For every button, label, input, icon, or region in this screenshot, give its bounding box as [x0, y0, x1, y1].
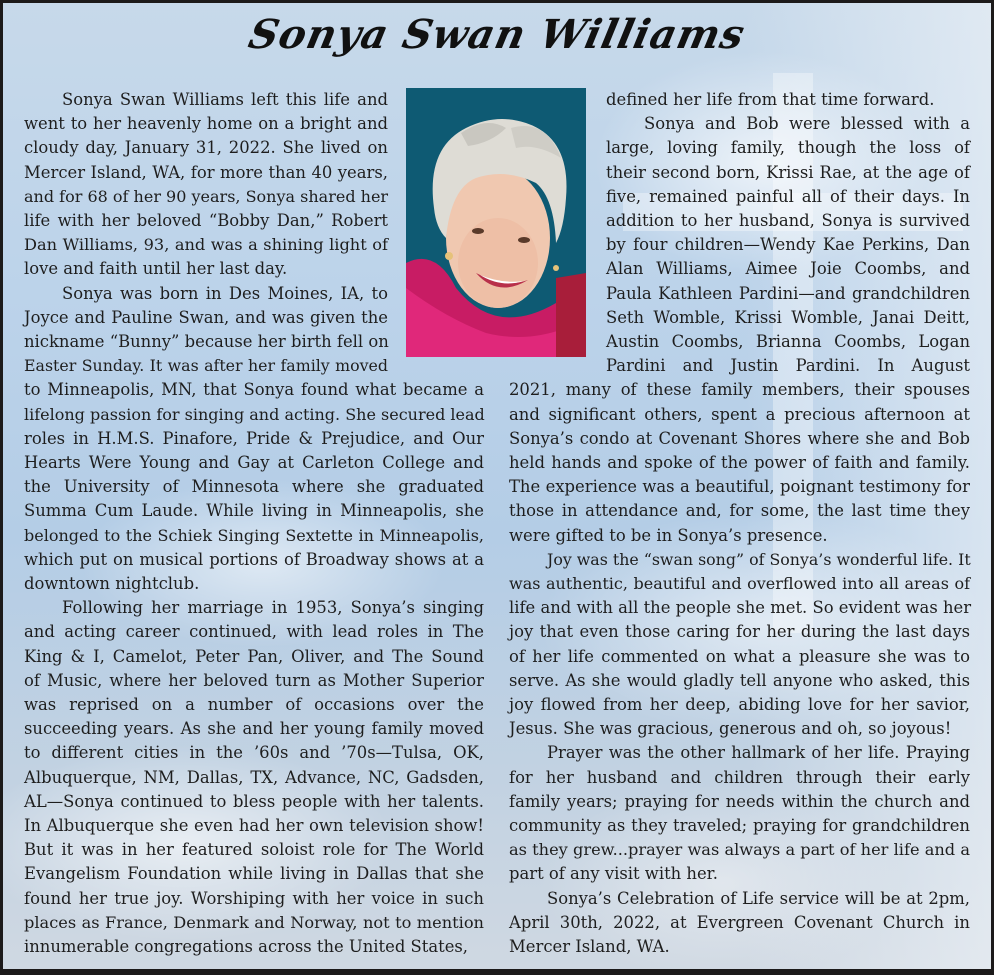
right-column-line: 2021, many of these family members, their spouses [509, 380, 970, 400]
right-column-line: Sonya’s Celebration of Life service will be at 2pm, [547, 888, 970, 908]
right-column-line: Alan Williams, Aimee Joie Coombs, and [606, 259, 970, 279]
right-column-line: Sonya’s condo at Covenant Shores where she and Bob [509, 428, 970, 448]
left-column-line: downtown nightclub. [24, 574, 200, 593]
right-column-line: community as they traveled; praying for grandchildren [509, 816, 970, 835]
left-column-line: the University of Minnesota where she graduated [24, 477, 484, 497]
left-column-line: Dan Williams, 93, and was a shining light of [24, 235, 388, 255]
left-column-line: went to her heavenly home on a bright and [24, 114, 388, 134]
left-column-line: lifelong passion for singing and acting. She secured lead [24, 404, 485, 424]
left-column-line: Evangelism Foundation while living in Dallas that she [24, 864, 484, 884]
right-column-line: Joy was the “swan song” of Sonya’s wonderful life. It [547, 549, 971, 569]
left-column-line: places as France, Denmark and Norway, not to mention [24, 912, 484, 932]
right-column-line: family years; praying for needs within the church and [509, 791, 970, 811]
left-column-line: But it was in her featured soloist role for The World [24, 840, 484, 860]
obituary-title: Sonya Swan Williams [244, 11, 750, 58]
right-column-line: of her life commented on what a pleasure she was to [509, 646, 970, 666]
right-column-line: Seth Womble, Krissi Womble, Janai Deitt, [606, 307, 970, 327]
right-column-line: Jesus. She was gracious, generous and oh, so joyous! [509, 719, 952, 739]
portrait-image [406, 88, 586, 357]
left-column-line: succeeding years. As she and her young family moved [24, 719, 484, 739]
left-column-line: In Albuquerque she even had her own television show! [24, 816, 484, 835]
left-column-line: of Music, where her beloved turn as Mother Superior [24, 670, 484, 690]
right-column-line: as they grew...prayer was always a part of her life and a [509, 840, 970, 860]
left-column-line: life with her beloved “Bobby Dan,” Robert [24, 211, 388, 230]
left-column-line: which put on musical portions of Broadway shows at a [24, 549, 484, 569]
left-column-line: innumerable congregations across the United States, [24, 937, 469, 956]
right-column-line: life and with all the people she met. So evident was her [509, 598, 972, 618]
left-column-line: love and faith until her last day. [24, 259, 288, 279]
left-column-line: Summa Cum Laude. While living in Minneapolis, she [24, 501, 484, 521]
left-column-line: nickname “Bunny” because her birth fell on [24, 332, 389, 351]
left-column-line: Albuquerque, NM, Dallas, TX, Advance, NC, Gadsden, [24, 767, 484, 787]
right-column-line: serve. As she would gladly tell anyone who asked, this [509, 670, 970, 690]
right-column-line: Austin Coombs, Brianna Coombs, Logan [606, 332, 970, 351]
left-column-line: to different cities in the ’60s and ’70s—Tulsa, OK, [24, 743, 484, 763]
right-column-line: addition to her husband, Sonya is survived [606, 211, 970, 230]
left-column-line: Easter Sunday. It was after her family moved [24, 356, 388, 376]
obituary-page [3, 3, 991, 969]
right-column-line: were gifted to be in Sonya’s presence. [509, 525, 828, 545]
right-column-line: their second born, Krissi Rae, at the age of [606, 162, 970, 182]
left-column-line: and for 68 of her 90 years, Sonya shared her [24, 186, 389, 206]
left-column-line: found her true joy. Worshiping with her voice in such [24, 888, 484, 908]
right-column-line: Paula Kathleen Pardini—and grandchildren [606, 283, 970, 303]
left-column-line: to Minneapolis, MN, that Sonya found what became a [24, 380, 484, 400]
right-column-line: part of any visit with her. [509, 864, 718, 884]
right-column-line: five, remained painful all of their days. In [606, 186, 970, 206]
right-column-line: by four children—Wendy Kae Perkins, Dan [606, 235, 970, 255]
right-column-line: was authentic, beautiful and overflowed into all areas of [509, 574, 970, 593]
left-column-line: King & I, Camelot, Peter Pan, Oliver, and The Sound [24, 646, 484, 666]
left-column-line: Sonya Swan Williams left this life and [62, 90, 388, 109]
left-column-line: was reprised on a number of occasions over the [24, 695, 484, 714]
left-column-line: belonged to the Schiek Singing Sextette in Minneapolis, [24, 525, 484, 545]
right-column-line: those in attendance and, for some, the last time they [509, 501, 970, 521]
left-column-line: AL—Sonya continued to bless people with her talents. [24, 791, 484, 811]
right-column-line: Mercer Island, WA. [509, 937, 670, 956]
right-column-line: Pardini and Justin Pardini. In August [606, 356, 970, 376]
left-column-line: cloudy day, January 31, 2022. She lived on [24, 138, 388, 158]
right-column-line: defined her life from that time forward. [606, 90, 935, 109]
left-column-line: Following her marriage in 1953, Sonya’s singing [62, 598, 484, 618]
left-column-line: and acting career continued, with lead roles in The [24, 622, 484, 642]
right-column-line: The experience was a beautiful, poignant testimony for [509, 477, 970, 497]
right-column-line: for her husband and children through their early [509, 767, 970, 787]
right-column-line: April 30th, 2022, at Evergreen Covenant Church in [509, 912, 970, 932]
right-column-line: large, loving family, though the loss of [606, 138, 970, 158]
right-column-line: joy flowed from her deep, abiding love for her savior, [509, 695, 970, 714]
left-column-line: Sonya was born in Des Moines, IA, to [62, 283, 388, 303]
right-column-line: Prayer was the other hallmark of her life. Praying [547, 743, 970, 763]
right-column-line: and significant others, spent a precious afternoon at [509, 404, 970, 424]
left-column-line: Mercer Island, WA, for more than 40 years, [24, 162, 388, 182]
right-column-line: Sonya and Bob were blessed with a [644, 114, 970, 134]
portrait-photo [406, 88, 586, 357]
right-column-line: held hands and spoke of the power of faith and family. [509, 453, 970, 472]
left-column-line: roles in H.M.S. Pinafore, Pride & Prejudice, and Our [24, 428, 484, 448]
left-column-line: Joyce and Pauline Swan, and was given the [24, 307, 388, 327]
right-column-line: joy that even those caring for her during the last days [509, 622, 970, 642]
left-column-line: Hearts Were Young and Gay at Carleton College and [24, 453, 484, 472]
